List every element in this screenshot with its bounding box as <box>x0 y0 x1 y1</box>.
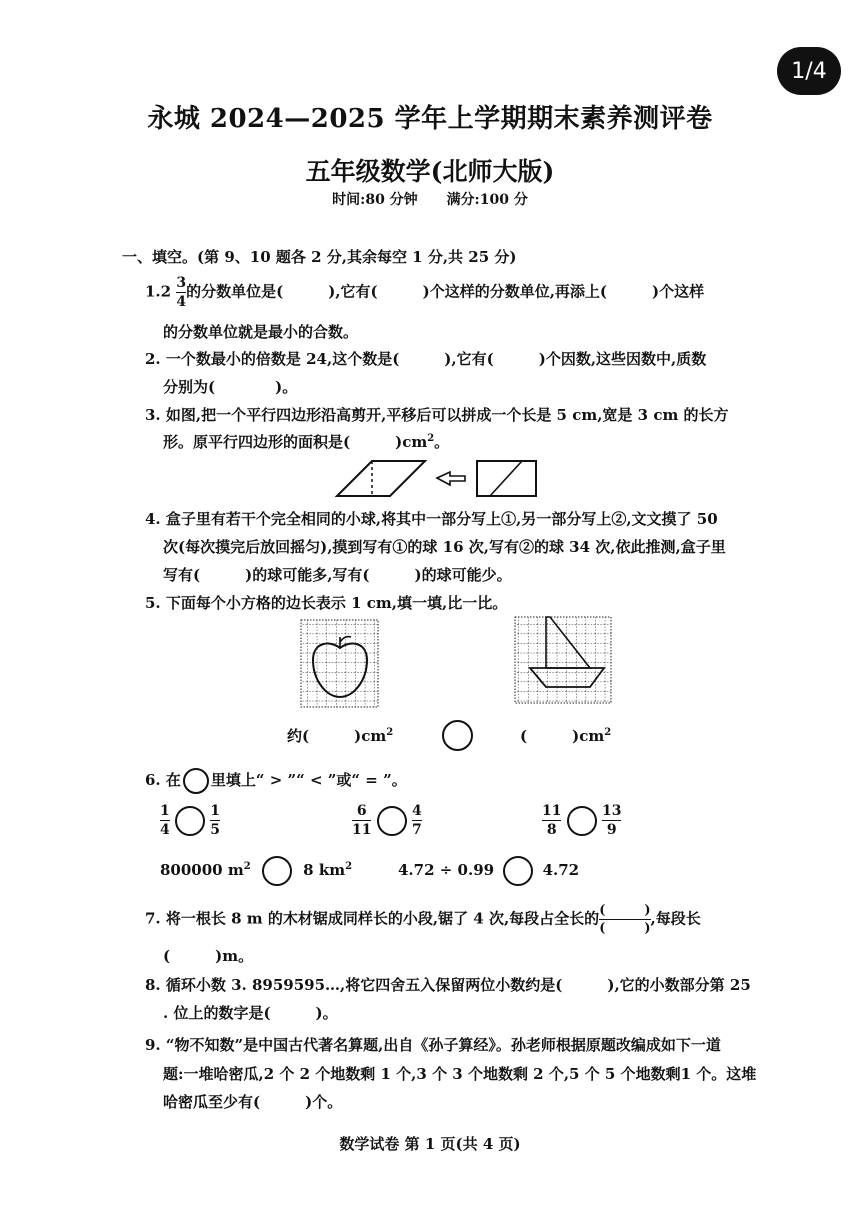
q6-value: 4.72 <box>542 861 580 879</box>
fraction-bar <box>210 820 220 821</box>
question-4-line-3: 写有( )的球可能多,写有( )的球可能少。 <box>163 566 512 584</box>
question-1-number: 1. <box>145 282 161 301</box>
frac-num: 4 <box>411 804 422 819</box>
boat-grid <box>515 617 611 703</box>
q6-compare-1 <box>160 804 220 837</box>
frac-den: 9 <box>606 822 617 837</box>
fraction <box>210 804 220 837</box>
q6-compare-4 <box>160 856 352 886</box>
fraction <box>352 804 371 837</box>
question-7-line-2: ( )m。 <box>163 947 254 965</box>
question-7-line-1 <box>145 904 701 935</box>
fraction-bar <box>412 820 422 821</box>
question-2-line-2: 分别为( )。 <box>163 378 298 396</box>
q5-compare-circle[interactable] <box>442 720 473 751</box>
question-2-line-1: 2. 一个数最小的倍数是 24,这个数是( ),它有( )个因数,这些因数中,质数 <box>145 350 707 368</box>
q6-area-left: 800000 m <box>160 861 244 879</box>
compare-circle[interactable] <box>262 856 292 886</box>
q6-area-right: 8 km <box>303 861 346 879</box>
frac-den: 11 <box>352 822 372 837</box>
fraction-bar <box>352 820 371 821</box>
q1-whole: 2 <box>160 282 172 301</box>
page-indicator-badge: 1/4 <box>777 47 841 95</box>
question-1-line-2: 的分数单位就是最小的合数。 <box>163 323 359 341</box>
frac-num: ( ) <box>599 904 651 918</box>
section-heading: 一、填空。(第 9、10 题各 2 分,其余每空 1 分,共 25 分) <box>122 248 517 266</box>
superscript: 2 <box>427 433 435 444</box>
fraction <box>412 804 422 837</box>
q7-text-b: ,每段长 <box>650 909 701 928</box>
frac-den: 8 <box>546 822 557 837</box>
q6-text-a: 6. 在 <box>145 771 181 789</box>
page-footer: 数学试卷 第 1 页(共 4 页) <box>339 1135 521 1153</box>
question-6-line-1 <box>145 768 407 794</box>
superscript: 2 <box>243 861 251 872</box>
compare-circle[interactable] <box>567 806 597 836</box>
q3-text-a: 形。原平行四边形的面积是( )cm <box>163 433 428 451</box>
q1-text: 的分数单位是( ),它有( )个这样的分数单位,再添上( )个这样 <box>186 282 705 301</box>
frac-num: 1 <box>160 804 170 819</box>
fraction-bar <box>542 820 561 821</box>
q6-compare-5 <box>398 856 579 886</box>
q6-division: 4.72 ÷ 0.99 <box>398 861 495 879</box>
q1-frac-den: 4 <box>176 294 187 309</box>
q1-frac-num: 3 <box>176 276 187 291</box>
frac-num: 11 <box>542 804 562 819</box>
q6-compare-3 <box>542 804 621 837</box>
exam-title: 永城 2024—2025 学年上学期期末素养测评卷 <box>147 104 713 134</box>
exam-subtitle: 五年级数学(北师大版) <box>305 157 555 186</box>
superscript: 2 <box>386 727 394 738</box>
q7-text-a: 7. 将一根长 8 m 的木材锯成同样长的小段,锯了 4 次,每段占全长的 <box>145 909 600 928</box>
q5-answer-left <box>287 725 393 746</box>
q6-compare-2 <box>352 804 422 837</box>
fraction <box>160 804 170 837</box>
q6-text-b: 里填上“ > ”“ < ”或“ = ”。 <box>210 771 407 789</box>
q5-answer-left-text: 约( )cm <box>287 727 387 745</box>
frac-num: 6 <box>356 804 367 819</box>
compare-circle[interactable] <box>377 806 407 836</box>
compare-circle[interactable] <box>175 806 205 836</box>
question-9-line-2: 题:一堆哈密瓜,2 个 2 个地数剩 1 个,3 个 3 个地数剩 2 个,5 个 5 个地数剩1 个。这堆 <box>163 1065 757 1083</box>
fraction-bar <box>160 820 170 821</box>
q5-answer-right-text: ( )cm <box>520 727 605 745</box>
frac-den: 5 <box>210 822 220 837</box>
circle-symbol <box>183 768 209 794</box>
frac-den: 7 <box>411 822 422 837</box>
compare-circle[interactable] <box>503 856 533 886</box>
frac-den: ( ) <box>599 921 651 935</box>
question-9-line-1: 9. “物不知数”是中国古代著名算题,出自《孙子算经》。孙老师根据原题改编成如下一道 <box>145 1036 721 1054</box>
fraction-bar <box>599 919 650 920</box>
fraction-bar <box>602 820 621 821</box>
superscript: 2 <box>604 727 612 738</box>
question-8-line-2: . 位上的数字是( )。 <box>163 1004 338 1022</box>
fraction <box>602 804 621 837</box>
question-9-line-3: 哈密瓜至少有( )个。 <box>163 1093 343 1111</box>
q5-answer-right <box>520 725 611 746</box>
question-3-line-1: 3. 如图,把一个平行四边形沿高剪开,平移后可以拼成一个长是 5 cm,宽是 3 cm 的长方 <box>145 406 729 424</box>
frac-num: 1 <box>210 804 220 819</box>
question-8-line-1: 8. 循环小数 3. 8959595…,将它四舍五入保留两位小数约是( ),它的小数部分第 25 <box>145 976 751 994</box>
q7-answer-fraction <box>599 904 650 935</box>
q3-text-b: 。 <box>434 433 450 451</box>
superscript: 2 <box>345 861 353 872</box>
question-5-line-1: 5. 下面每个小方格的边长表示 1 cm,填一填,比一比。 <box>145 594 508 612</box>
question-4-line-2: 次(每次摸完后放回摇匀),摸到写有①的球 16 次,写有②的球 34 次,依此推测,盒子里 <box>163 538 726 556</box>
frac-den: 4 <box>160 822 170 837</box>
fraction <box>542 804 561 837</box>
exam-time: 时间:80 分钟 <box>332 192 418 208</box>
exam-score: 满分:100 分 <box>446 192 528 208</box>
frac-num: 13 <box>601 804 622 819</box>
question-4-line-1: 4. 盒子里有若干个完全相同的小球,将其中一部分写上①,另一部分写上②,文文摸了 50 <box>145 510 718 528</box>
